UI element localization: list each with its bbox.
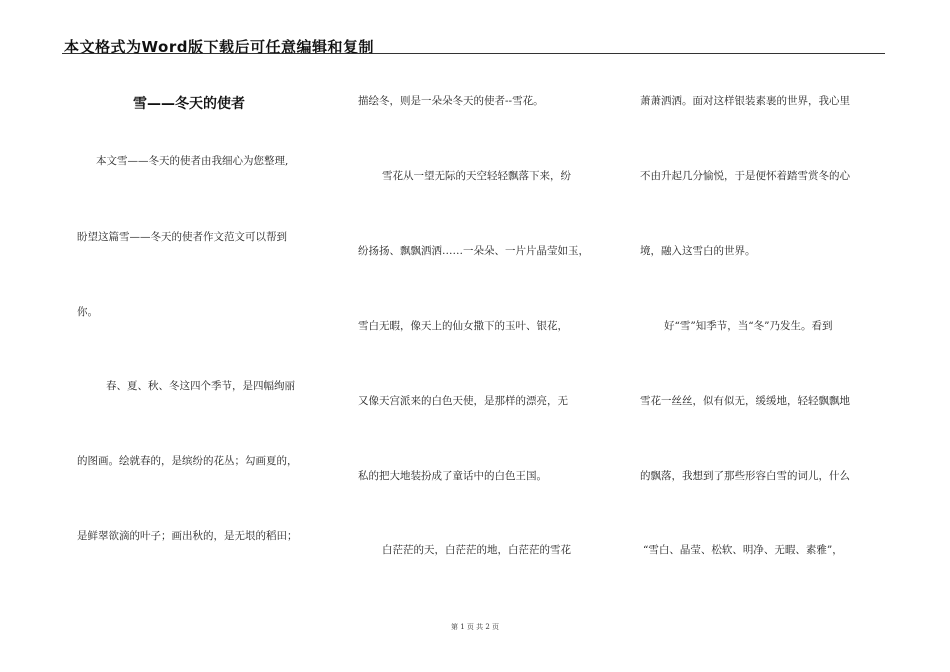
text-line: 春、夏、秋、冬这四个季节，是四幅绚丽: [106, 380, 295, 392]
text-line: 你。: [77, 306, 98, 318]
text-line: 是鲜翠欲滴的叶子；画出秋的，是无垠的稻田；: [77, 530, 298, 542]
text-line: 萧萧洒洒。面对这样银装素裹的世界，我心里: [640, 95, 850, 107]
article-title: 雪——冬天的使者: [133, 96, 245, 112]
text-line: “雪白、晶莹、松软、明净、无暇、素雅”，: [643, 544, 843, 556]
text-line: 白茫茫的天，白茫茫的地，白茫茫的雪花: [382, 544, 571, 556]
text-line: 又像天宫派来的白色天使，是那样的漂亮，无: [358, 395, 568, 407]
header-rule: [62, 53, 885, 54]
page-number: 第 1 页 共 2 页: [450, 623, 500, 631]
text-line: 好“雪”知季节，当“冬”乃发生。看到: [664, 320, 833, 332]
text-line: 描绘冬，则是一朵朵冬天的使者--雪花。: [358, 95, 544, 107]
text-line: 纷扬扬、飘飘洒洒……一朵朵、一片片晶莹如玉，: [358, 245, 589, 257]
text-line: 境，融入这雪白的世界。: [640, 245, 756, 257]
text-line: 雪花从一望无际的天空轻轻飘落下来，纷: [382, 170, 571, 182]
text-line: 本文雪——冬天的使者由我细心为您整理,: [96, 155, 289, 167]
document-banner: 本文格式为Word版下载后可任意编辑和复制: [64, 38, 374, 56]
text-line: 盼望这篇雪——冬天的使者作文范文可以帮到: [77, 231, 287, 243]
text-line: 的飘落，我想到了那些形容白雪的词儿，什么: [640, 470, 850, 482]
text-line: 不由升起几分愉悦，于是便怀着踏雪赏冬的心: [640, 170, 850, 182]
text-line: 雪白无暇，像天上的仙女撒下的玉叶、银花，: [358, 320, 568, 332]
text-line: 私的把大地装扮成了童话中的白色王国。: [358, 470, 547, 482]
text-line: 的图画。绘就春的，是缤纷的花丛；勾画夏的，: [77, 455, 298, 467]
text-line: 雪花一丝丝，似有似无，缓缓地，轻轻飘飘地: [640, 395, 850, 407]
